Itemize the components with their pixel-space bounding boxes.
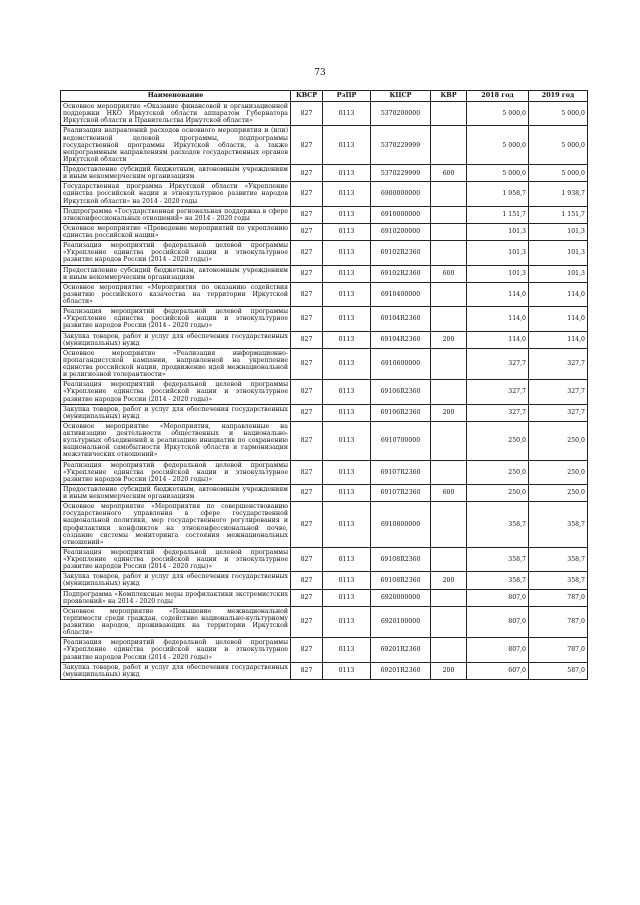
cell-kvsr: 827 — [291, 182, 323, 206]
cell-kvsr: 827 — [291, 241, 323, 265]
cell-name: Основное мероприятие «Мероприятия, направленные на активизацию деятельности общественных и национально-культурных объединений и реализацию инициатив по сохранению национальной самобытности Иркутской области и гармонизации межэтнических отношений» — [61, 421, 291, 460]
cell-y2019: 101,3 — [529, 223, 588, 240]
cell-kcsr: 5370229999 — [371, 165, 431, 182]
cell-y2018: 358,7 — [467, 547, 529, 571]
cell-kvr — [431, 547, 467, 571]
table-header-row — [61, 91, 588, 102]
cell-kvr — [431, 348, 467, 380]
cell-y2018: 1 958,7 — [467, 182, 529, 206]
cell-kcsr: 69201R2360 — [371, 638, 431, 662]
cell-rzpr: 0113 — [323, 404, 371, 421]
cell-kvsr: 827 — [291, 380, 323, 404]
cell-kcsr: 6910400000 — [371, 282, 431, 306]
cell-kvr — [431, 223, 467, 240]
table-row — [61, 182, 588, 206]
cell-kvr: 600 — [431, 484, 467, 501]
cell-kcsr: 69104R2360 — [371, 331, 431, 348]
cell-kvsr: 827 — [291, 223, 323, 240]
cell-y2019: 787,0 — [529, 638, 588, 662]
table-row — [61, 572, 588, 589]
cell-kcsr: 69107R2360 — [371, 484, 431, 501]
cell-kvsr: 827 — [291, 404, 323, 421]
cell-y2018: 250,0 — [467, 460, 529, 484]
table-row — [61, 102, 588, 126]
cell-name: Предоставление субсидий бюджетным, автономным учреждениям и иным некоммерческим организациям — [61, 165, 291, 182]
cell-name: Закупка товаров, работ и услуг для обеспечения государственных (муниципальных) нужд — [61, 404, 291, 421]
cell-kcsr: 69104R2360 — [371, 307, 431, 331]
cell-kcsr: 6920100000 — [371, 606, 431, 638]
cell-rzpr: 0113 — [323, 502, 371, 548]
cell-rzpr: 0113 — [323, 484, 371, 501]
cell-name: Реализация мероприятий федеральной целевой программы «Укрепление единства российской нации и этнокультурное развитие народов России (2014 - 2020 годы)» — [61, 241, 291, 265]
cell-kcsr: 69106R2360 — [371, 404, 431, 421]
table-row — [61, 282, 588, 306]
cell-rzpr: 0113 — [323, 638, 371, 662]
cell-name: Основное мероприятие «Проведение мероприятий по укреплению единства российской нации» — [61, 223, 291, 240]
cell-y2018: 101,3 — [467, 265, 529, 282]
cell-kvsr: 827 — [291, 662, 323, 679]
cell-y2019: 1 938,7 — [529, 182, 588, 206]
cell-kvr: 200 — [431, 331, 467, 348]
cell-y2019: 5 000,0 — [529, 165, 588, 182]
cell-name: Реализация мероприятий федеральной целевой программы «Укрепление единства российской нации и этнокультурное развитие народов России (2014 - 2020 годы)» — [61, 547, 291, 571]
table-row — [61, 404, 588, 421]
cell-kvr — [431, 282, 467, 306]
cell-name: Основное мероприятие «Мероприятия по совершенствованию государственного управления в сфере государственной национальной политики, мер государственного регулирования и профилактики конфликтов на этноконфессиональной почве, создание системы мониторинга состояния межнациональных отношений» — [61, 502, 291, 548]
table-row — [61, 380, 588, 404]
cell-rzpr: 0113 — [323, 331, 371, 348]
cell-rzpr: 0113 — [323, 265, 371, 282]
cell-y2019: 114,0 — [529, 307, 588, 331]
header-name: Наименование — [61, 91, 291, 102]
cell-y2019: 101,3 — [529, 265, 588, 282]
cell-kvsr: 827 — [291, 606, 323, 638]
cell-y2018: 358,7 — [467, 502, 529, 548]
cell-kvr — [431, 460, 467, 484]
cell-y2018: 327,7 — [467, 348, 529, 380]
cell-name: Государственная программа Иркутской области «Укрепление единства российской нации и этнокультурное развитие народов Иркутской области» на 2014 - 2020 годы — [61, 182, 291, 206]
cell-kcsr: 6910000000 — [371, 206, 431, 223]
cell-y2018: 807,0 — [467, 606, 529, 638]
cell-kcsr: 69102R2360 — [371, 265, 431, 282]
cell-y2019: 587,0 — [529, 662, 588, 679]
table-row — [61, 307, 588, 331]
cell-y2019: 358,7 — [529, 547, 588, 571]
cell-kvr: 600 — [431, 165, 467, 182]
cell-rzpr: 0113 — [323, 421, 371, 460]
cell-y2018: 101,3 — [467, 223, 529, 240]
cell-y2018: 1 151,7 — [467, 206, 529, 223]
cell-y2019: 250,0 — [529, 421, 588, 460]
header-kvsr: КВСР — [291, 91, 323, 102]
cell-rzpr: 0113 — [323, 241, 371, 265]
cell-kcsr: 6900000000 — [371, 182, 431, 206]
cell-y2019: 1 151,7 — [529, 206, 588, 223]
cell-kvsr: 827 — [291, 638, 323, 662]
cell-name: Предоставление субсидий бюджетным, автономным учреждениям и иным некоммерческим организациям — [61, 484, 291, 501]
cell-rzpr: 0113 — [323, 348, 371, 380]
cell-kcsr: 5370200000 — [371, 102, 431, 126]
cell-y2019: 787,0 — [529, 606, 588, 638]
cell-kcsr: 69107R2360 — [371, 460, 431, 484]
cell-name: Основное мероприятие «Мероприятия по оказанию содействия развитию российского казачества на территории Иркутской области» — [61, 282, 291, 306]
cell-y2019: 5 000,0 — [529, 126, 588, 165]
cell-y2019: 327,7 — [529, 404, 588, 421]
cell-name: Реализация мероприятий федеральной целевой программы «Укрепление единства российской нации и этнокультурное развитие народов России (2014 - 2020 годы)» — [61, 307, 291, 331]
cell-y2019: 787,0 — [529, 589, 588, 606]
cell-rzpr: 0113 — [323, 380, 371, 404]
cell-name: Основное мероприятие «Повышение межнациональной терпимости среди граждан, содействие национально-культурному развитию народов, проживающих на территории Иркутской области» — [61, 606, 291, 638]
table-row — [61, 126, 588, 165]
table-row — [61, 241, 588, 265]
cell-kvr — [431, 182, 467, 206]
table-row — [61, 165, 588, 182]
cell-kvr — [431, 502, 467, 548]
cell-kcsr: 69106R2360 — [371, 380, 431, 404]
header-2018: 2018 год — [467, 91, 529, 102]
cell-rzpr: 0113 — [323, 282, 371, 306]
cell-rzpr: 0113 — [323, 547, 371, 571]
cell-y2018: 607,0 — [467, 662, 529, 679]
cell-kvsr: 827 — [291, 307, 323, 331]
cell-kcsr: 6910700000 — [371, 421, 431, 460]
cell-y2019: 101,3 — [529, 241, 588, 265]
table-row — [61, 484, 588, 501]
header-kcsr: КЦСР — [371, 91, 431, 102]
cell-y2018: 807,0 — [467, 589, 529, 606]
cell-rzpr: 0113 — [323, 165, 371, 182]
cell-y2019: 5 000,0 — [529, 102, 588, 126]
cell-y2018: 5 000,0 — [467, 126, 529, 165]
cell-kcsr: 6920000000 — [371, 589, 431, 606]
cell-rzpr: 0113 — [323, 126, 371, 165]
cell-y2019: 358,7 — [529, 572, 588, 589]
table-row — [61, 421, 588, 460]
table-body — [61, 102, 588, 680]
cell-rzpr: 0113 — [323, 102, 371, 126]
cell-name: Закупка товаров, работ и услуг для обеспечения государственных (муниципальных) нужд — [61, 331, 291, 348]
cell-kvr — [431, 102, 467, 126]
table-row — [61, 223, 588, 240]
cell-y2018: 250,0 — [467, 421, 529, 460]
cell-kvsr: 827 — [291, 547, 323, 571]
table-row — [61, 265, 588, 282]
cell-rzpr: 0113 — [323, 460, 371, 484]
cell-y2019: 250,0 — [529, 460, 588, 484]
cell-name: Подпрограмма «Государственная региональная поддержка в сфере этноконфессиональных отношений» на 2014 - 2020 годы — [61, 206, 291, 223]
cell-kcsr: 5370229999 — [371, 126, 431, 165]
cell-kvr — [431, 380, 467, 404]
cell-rzpr: 0113 — [323, 223, 371, 240]
cell-kvr — [431, 589, 467, 606]
cell-rzpr: 0113 — [323, 662, 371, 679]
cell-y2018: 807,0 — [467, 638, 529, 662]
cell-kvsr: 827 — [291, 572, 323, 589]
cell-kvr — [431, 126, 467, 165]
cell-y2018: 358,7 — [467, 572, 529, 589]
header-rzpr: РзПР — [323, 91, 371, 102]
table-row — [61, 502, 588, 548]
cell-rzpr: 0113 — [323, 307, 371, 331]
cell-kvr — [431, 307, 467, 331]
cell-y2018: 327,7 — [467, 380, 529, 404]
header-2019: 2019 год — [529, 91, 588, 102]
cell-y2019: 327,7 — [529, 380, 588, 404]
cell-y2018: 5 000,0 — [467, 165, 529, 182]
cell-name: Реализация мероприятий федеральной целевой программы «Укрепление единства российской нации и этнокультурное развитие народов России (2014 - 2020 годы)» — [61, 380, 291, 404]
table-row — [61, 460, 588, 484]
cell-name: Реализация мероприятий федеральной целевой программы «Укрепление единства российской нации и этнокультурное развитие народов России (2014 - 2020 годы)» — [61, 460, 291, 484]
cell-kvsr: 827 — [291, 502, 323, 548]
cell-y2019: 114,0 — [529, 282, 588, 306]
cell-kvsr: 827 — [291, 589, 323, 606]
cell-kcsr: 69108R2360 — [371, 572, 431, 589]
cell-kvsr: 827 — [291, 282, 323, 306]
cell-rzpr: 0113 — [323, 572, 371, 589]
cell-name: Предоставление субсидий бюджетным, автономным учреждениям и иным некоммерческим организациям — [61, 265, 291, 282]
cell-y2019: 358,7 — [529, 502, 588, 548]
cell-y2018: 114,0 — [467, 307, 529, 331]
cell-kcsr: 6910600000 — [371, 348, 431, 380]
cell-kvsr: 827 — [291, 484, 323, 501]
cell-kvr: 200 — [431, 572, 467, 589]
cell-y2019: 114,0 — [529, 331, 588, 348]
page-number: 73 — [314, 68, 326, 78]
cell-rzpr: 0113 — [323, 182, 371, 206]
cell-rzpr: 0113 — [323, 206, 371, 223]
cell-kvsr: 827 — [291, 126, 323, 165]
cell-name: Реализация направлений расходов основного мероприятия и (или) ведомственной целевой программы, подпрограммы государственной программы Иркутской области, а также непрограммным направлениям расходов государственных органов Иркутской области — [61, 126, 291, 165]
cell-kvr — [431, 241, 467, 265]
cell-kvsr: 827 — [291, 165, 323, 182]
table-row — [61, 331, 588, 348]
cell-y2019: 327,7 — [529, 348, 588, 380]
cell-kcsr: 6910200000 — [371, 223, 431, 240]
cell-y2018: 250,0 — [467, 484, 529, 501]
cell-kcsr: 69102R2360 — [371, 241, 431, 265]
cell-kvsr: 827 — [291, 331, 323, 348]
cell-kvr: 200 — [431, 662, 467, 679]
cell-y2018: 5 000,0 — [467, 102, 529, 126]
cell-kvr: 200 — [431, 404, 467, 421]
table-row — [61, 348, 588, 380]
cell-kvr — [431, 638, 467, 662]
table-row — [61, 662, 588, 679]
cell-rzpr: 0113 — [323, 606, 371, 638]
table-row — [61, 547, 588, 571]
table-row — [61, 638, 588, 662]
cell-name: Реализация мероприятий федеральной целевой программы «Укрепление единства российской нации и этнокультурное развитие народов России (2014 - 2020 годы)» — [61, 638, 291, 662]
cell-name: Основное мероприятие «Реализация информационно-пропагандистской кампании, направленной на укрепление единства российской нации, продвижение идей межнациональной и религиозной толерантности» — [61, 348, 291, 380]
cell-kcsr: 69201R2360 — [371, 662, 431, 679]
cell-rzpr: 0113 — [323, 589, 371, 606]
cell-y2019: 250,0 — [529, 484, 588, 501]
cell-kvsr: 827 — [291, 265, 323, 282]
cell-kcsr: 6910800000 — [371, 502, 431, 548]
cell-y2018: 114,0 — [467, 331, 529, 348]
table-row — [61, 589, 588, 606]
table-row — [61, 606, 588, 638]
cell-kvsr: 827 — [291, 348, 323, 380]
cell-kvr: 600 — [431, 265, 467, 282]
cell-y2018: 101,3 — [467, 241, 529, 265]
budget-table — [60, 90, 588, 680]
table-row — [61, 206, 588, 223]
cell-kvsr: 827 — [291, 102, 323, 126]
cell-y2018: 114,0 — [467, 282, 529, 306]
cell-kvr — [431, 206, 467, 223]
header-kvr: КВР — [431, 91, 467, 102]
cell-kvsr: 827 — [291, 206, 323, 223]
cell-name: Основное мероприятие «Оказание финансовой и организационной поддержки НКО Иркутской области аппаратом Губернатора Иркутской области и Правительства Иркутской области» — [61, 102, 291, 126]
cell-kvsr: 827 — [291, 421, 323, 460]
cell-name: Закупка товаров, работ и услуг для обеспечения государственных (муниципальных) нужд — [61, 572, 291, 589]
cell-kcsr: 69108R2360 — [371, 547, 431, 571]
cell-name: Подпрограмма «Комплексные меры профилактики экстремистских проявлений» на 2014 - 2020 годы — [61, 589, 291, 606]
cell-name: Закупка товаров, работ и услуг для обеспечения государственных (муниципальных) нужд — [61, 662, 291, 679]
cell-y2018: 327,7 — [467, 404, 529, 421]
cell-kvr — [431, 606, 467, 638]
cell-kvsr: 827 — [291, 460, 323, 484]
cell-kvr — [431, 421, 467, 460]
